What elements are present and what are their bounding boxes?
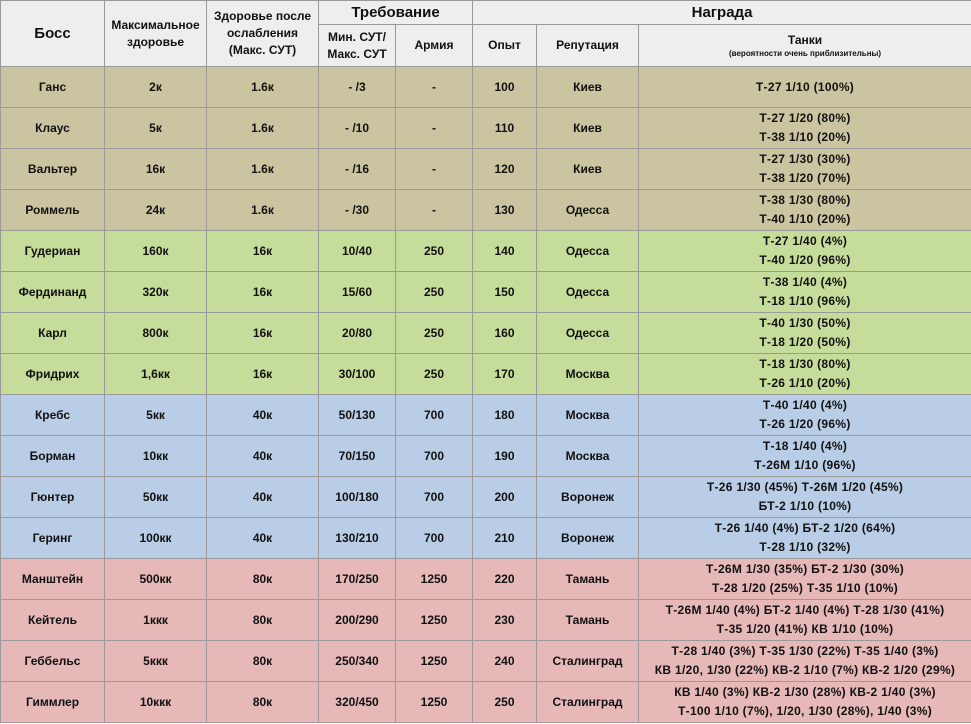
- max-health-cell: 10ккк: [105, 682, 207, 723]
- sut-cell: - /10: [319, 108, 396, 149]
- tank-reward-line: Т-28 1/40 (3%) Т-35 1/30 (22%) Т-35 1/40 (3%): [671, 644, 939, 658]
- max-health-cell: 5к: [105, 108, 207, 149]
- tanks-cell: [639, 682, 971, 723]
- tank-reward-line: Т-28 1/10 (32%): [759, 540, 851, 554]
- tank-reward-line: Т-40 1/40 (4%): [762, 398, 848, 412]
- sut-cell: 100/180: [319, 477, 396, 518]
- sut-cell: 10/40: [319, 231, 396, 272]
- tank-reward-line: Т-26 1/10 (20%): [759, 376, 851, 390]
- experience-cell: 140: [473, 231, 537, 272]
- tank-reward-line: КВ 1/20, 1/30 (22%) КВ-2 1/10 (7%) КВ-2 1/20 (29%): [654, 663, 956, 677]
- boss-name-cell: Кейтель: [1, 600, 105, 641]
- boss-name-cell: Фердинанд: [1, 272, 105, 313]
- boss-name-cell: Вальтер: [1, 149, 105, 190]
- table-row: [1, 395, 971, 436]
- tanks-cell: [639, 67, 971, 108]
- army-cell: 250: [396, 313, 473, 354]
- table-body: [1, 67, 971, 723]
- sut-cell: - /16: [319, 149, 396, 190]
- reputation-cell: Одесса: [537, 272, 639, 313]
- table-row: [1, 641, 971, 682]
- max-health-cell: 50кк: [105, 477, 207, 518]
- tanks-cell: [639, 354, 971, 395]
- tank-reward-line: Т-26 1/20 (96%): [759, 417, 851, 431]
- reputation-cell: Воронеж: [537, 477, 639, 518]
- max-health-cell: 800к: [105, 313, 207, 354]
- tank-reward-line: Т-27 1/30 (30%): [759, 152, 851, 166]
- max-health-cell: 2к: [105, 67, 207, 108]
- tanks-cell: [639, 518, 971, 559]
- weakened-health-cell: 40к: [207, 477, 319, 518]
- table-row: [1, 108, 971, 149]
- table-header: [1, 1, 971, 67]
- tank-reward-line: Т-38 1/30 (80%): [759, 193, 851, 207]
- boss-name-cell: Борман: [1, 436, 105, 477]
- max-health-cell: 24к: [105, 190, 207, 231]
- tank-reward-line: Т-40 1/30 (50%): [759, 316, 851, 330]
- boss-name-cell: Гудериан: [1, 231, 105, 272]
- max-health-cell: 320к: [105, 272, 207, 313]
- boss-name-cell: Геббельс: [1, 641, 105, 682]
- boss-name-cell: Геринг: [1, 518, 105, 559]
- experience-cell: 120: [473, 149, 537, 190]
- sut-column-header: [319, 25, 396, 67]
- max-health-cell: 160к: [105, 231, 207, 272]
- army-cell: 250: [396, 272, 473, 313]
- max-health-cell: 1,6кк: [105, 354, 207, 395]
- tanks-cell: [639, 395, 971, 436]
- sut-cell: - /30: [319, 190, 396, 231]
- tank-reward-line: Т-18 1/30 (80%): [759, 357, 851, 371]
- boss-name-cell: Гюнтер: [1, 477, 105, 518]
- sut-cell: 200/290: [319, 600, 396, 641]
- boss-name-cell: Ганс: [1, 67, 105, 108]
- weakened-health-cell: 80к: [207, 600, 319, 641]
- tanks-cell: [639, 313, 971, 354]
- weakened-health-cell: 1.6к: [207, 149, 319, 190]
- sut-cell: 50/130: [319, 395, 396, 436]
- tanks-cell: [639, 272, 971, 313]
- boss-name-cell: Клаус: [1, 108, 105, 149]
- experience-cell: 180: [473, 395, 537, 436]
- weakened-health-cell: 80к: [207, 641, 319, 682]
- experience-cell: 150: [473, 272, 537, 313]
- experience-cell: 210: [473, 518, 537, 559]
- reputation-cell: Сталинград: [537, 641, 639, 682]
- tank-reward-line: Т-26М 1/30 (35%) БТ-2 1/30 (30%): [706, 562, 905, 576]
- weakened-health-cell: 16к: [207, 354, 319, 395]
- army-cell: 250: [396, 231, 473, 272]
- army-cell: 1250: [396, 600, 473, 641]
- table-row: [1, 477, 971, 518]
- table-row: [1, 313, 971, 354]
- max-health-cell: 5кк: [105, 395, 207, 436]
- tank-reward-line: Т-38 1/10 (20%): [759, 130, 851, 144]
- sut-cell: 130/210: [319, 518, 396, 559]
- boss-name-cell: Роммель: [1, 190, 105, 231]
- weakened-health-cell: 16к: [207, 231, 319, 272]
- max-health-cell: 10кк: [105, 436, 207, 477]
- experience-cell: 230: [473, 600, 537, 641]
- reputation-cell: Москва: [537, 436, 639, 477]
- reputation-cell: Киев: [537, 149, 639, 190]
- table-row: [1, 190, 971, 231]
- sut-cell: 170/250: [319, 559, 396, 600]
- tanks-cell: [639, 231, 971, 272]
- table-row: [1, 149, 971, 190]
- reputation-cell: Сталинград: [537, 682, 639, 723]
- experience-column-header: Опыт: [473, 25, 537, 67]
- tanks-header-note: (вероятности очень приблизительны): [729, 48, 882, 58]
- tank-reward-line: Т-18 1/40 (4%): [762, 439, 848, 453]
- weakened-header-line-3: (Макс. СУТ): [228, 43, 297, 57]
- tanks-cell: [639, 190, 971, 231]
- table-row: [1, 67, 971, 108]
- army-cell: 1250: [396, 682, 473, 723]
- army-cell: 1250: [396, 641, 473, 682]
- tanks-cell: [639, 477, 971, 518]
- sut-cell: 250/340: [319, 641, 396, 682]
- table-row: [1, 559, 971, 600]
- tank-reward-line: Т-27 1/40 (4%): [762, 234, 848, 248]
- reputation-cell: Тамань: [537, 559, 639, 600]
- tank-reward-line: Т-18 1/20 (50%): [759, 335, 851, 349]
- sut-header-line-1: Мин. СУТ/: [328, 29, 386, 44]
- weakened-health-cell: 16к: [207, 313, 319, 354]
- weakened-health-cell: 1.6к: [207, 108, 319, 149]
- experience-cell: 100: [473, 67, 537, 108]
- army-cell: -: [396, 108, 473, 149]
- max-health-column-header: [105, 1, 207, 67]
- sut-cell: 320/450: [319, 682, 396, 723]
- experience-cell: 240: [473, 641, 537, 682]
- weakened-health-cell: 1.6к: [207, 67, 319, 108]
- tanks-cell: [639, 559, 971, 600]
- reward-group-header: Награда: [473, 1, 971, 25]
- weakened-health-cell: 80к: [207, 559, 319, 600]
- army-cell: 1250: [396, 559, 473, 600]
- tank-reward-line: Т-27 1/10 (100%): [755, 79, 855, 94]
- experience-cell: 200: [473, 477, 537, 518]
- max-health-cell: 5ккк: [105, 641, 207, 682]
- tank-reward-line: БТ-2 1/10 (10%): [758, 499, 852, 513]
- tanks-cell: [639, 436, 971, 477]
- weakened-health-cell: 1.6к: [207, 190, 319, 231]
- army-column-header: Армия: [396, 25, 473, 67]
- reputation-cell: Киев: [537, 67, 639, 108]
- tank-reward-line: Т-18 1/10 (96%): [759, 294, 851, 308]
- max-health-cell: 500кк: [105, 559, 207, 600]
- table-row: [1, 272, 971, 313]
- army-cell: 700: [396, 477, 473, 518]
- sut-cell: - /3: [319, 67, 396, 108]
- tanks-column-header: [639, 25, 971, 67]
- table-row: [1, 231, 971, 272]
- tanks-cell: [639, 108, 971, 149]
- army-cell: -: [396, 149, 473, 190]
- army-cell: 700: [396, 395, 473, 436]
- weakened-health-cell: 16к: [207, 272, 319, 313]
- max-health-cell: 1ккк: [105, 600, 207, 641]
- reputation-cell: Киев: [537, 108, 639, 149]
- sut-header-line-2: Макс. СУТ: [327, 46, 387, 61]
- sut-cell: 70/150: [319, 436, 396, 477]
- tanks-cell: [639, 149, 971, 190]
- tanks-header-title: Танки: [787, 32, 823, 47]
- table-row: [1, 518, 971, 559]
- reputation-cell: Тамань: [537, 600, 639, 641]
- weakened-health-column-header: [207, 1, 319, 67]
- tank-reward-line: Т-26М 1/10 (96%): [754, 458, 856, 472]
- reputation-cell: Москва: [537, 354, 639, 395]
- experience-cell: 220: [473, 559, 537, 600]
- experience-cell: 130: [473, 190, 537, 231]
- tank-reward-line: Т-26 1/40 (4%) БТ-2 1/20 (64%): [714, 521, 896, 535]
- tank-reward-line: Т-40 1/10 (20%): [759, 212, 851, 226]
- boss-name-cell: Кребс: [1, 395, 105, 436]
- tank-reward-line: Т-26М 1/40 (4%) БТ-2 1/40 (4%) Т-28 1/30 (41%): [665, 603, 945, 617]
- max-health-cell: 16к: [105, 149, 207, 190]
- tank-reward-line: Т-35 1/20 (41%) КВ 1/10 (10%): [716, 622, 894, 636]
- army-cell: -: [396, 67, 473, 108]
- experience-cell: 160: [473, 313, 537, 354]
- reputation-cell: Москва: [537, 395, 639, 436]
- tank-reward-line: Т-26 1/30 (45%) Т-26М 1/20 (45%): [706, 480, 904, 494]
- reputation-column-header: Репутация: [537, 25, 639, 67]
- weakened-header-line-2: ослабления: [226, 26, 299, 40]
- weakened-header-line-1: Здоровье после: [213, 9, 312, 23]
- table-row: [1, 682, 971, 723]
- requirement-group-header: Требование: [319, 1, 473, 25]
- max-health-cell: 100кк: [105, 518, 207, 559]
- weakened-health-cell: 40к: [207, 518, 319, 559]
- army-cell: -: [396, 190, 473, 231]
- tanks-cell: [639, 600, 971, 641]
- weakened-health-cell: 80к: [207, 682, 319, 723]
- table-row: [1, 436, 971, 477]
- sut-cell: 30/100: [319, 354, 396, 395]
- experience-cell: 190: [473, 436, 537, 477]
- max-health-header-line-1: Максимальное: [111, 17, 200, 32]
- army-cell: 700: [396, 436, 473, 477]
- tank-reward-line: Т-40 1/20 (96%): [759, 253, 851, 267]
- boss-name-cell: Гиммлер: [1, 682, 105, 723]
- tank-reward-line: Т-27 1/20 (80%): [759, 111, 851, 125]
- boss-column-header: Босс: [1, 1, 105, 67]
- reputation-cell: Одесса: [537, 190, 639, 231]
- boss-name-cell: Карл: [1, 313, 105, 354]
- sut-cell: 15/60: [319, 272, 396, 313]
- experience-cell: 170: [473, 354, 537, 395]
- boss-name-cell: Фридрих: [1, 354, 105, 395]
- tank-reward-line: КВ 1/40 (3%) КВ-2 1/30 (28%) КВ-2 1/40 (3%): [674, 685, 936, 699]
- tank-reward-line: Т-38 1/20 (70%): [759, 171, 851, 185]
- experience-cell: 110: [473, 108, 537, 149]
- table-row: [1, 600, 971, 641]
- max-health-header-line-2: здоровье: [127, 34, 184, 49]
- weakened-health-cell: 40к: [207, 436, 319, 477]
- tank-reward-line: Т-38 1/40 (4%): [762, 275, 848, 289]
- reputation-cell: Воронеж: [537, 518, 639, 559]
- boss-name-cell: Манштейн: [1, 559, 105, 600]
- army-cell: 250: [396, 354, 473, 395]
- experience-cell: 250: [473, 682, 537, 723]
- sut-cell: 20/80: [319, 313, 396, 354]
- army-cell: 700: [396, 518, 473, 559]
- tank-reward-line: Т-28 1/20 (25%) Т-35 1/10 (10%): [711, 581, 899, 595]
- tank-reward-line: Т-100 1/10 (7%), 1/20, 1/30 (28%), 1/40 (3%): [678, 704, 933, 718]
- tanks-cell: [639, 641, 971, 682]
- reputation-cell: Одесса: [537, 231, 639, 272]
- reputation-cell: Одесса: [537, 313, 639, 354]
- table-row: [1, 354, 971, 395]
- weakened-health-cell: 40к: [207, 395, 319, 436]
